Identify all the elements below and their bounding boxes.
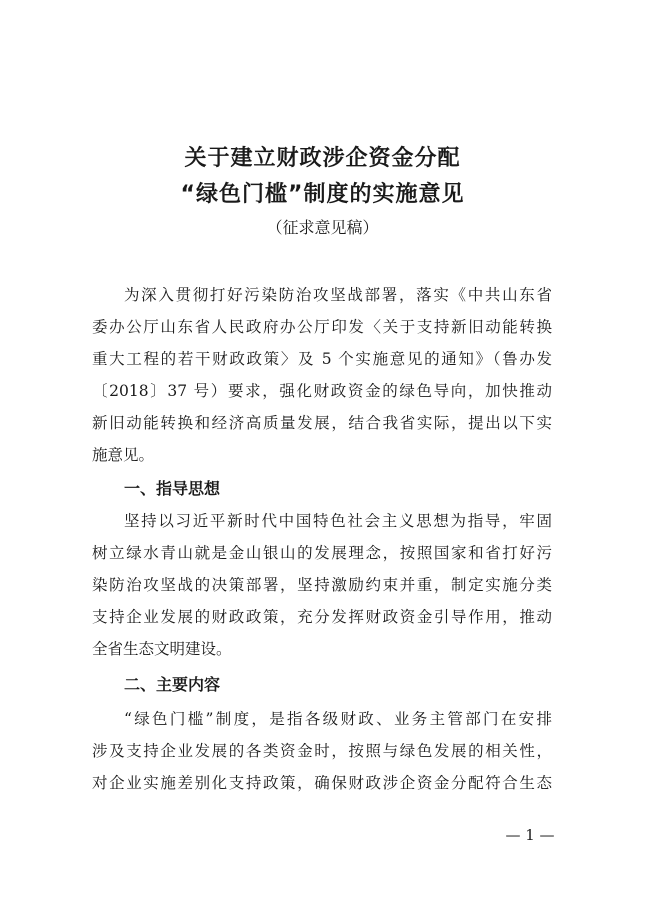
page-number: — 1 — xyxy=(505,826,555,844)
section-heading-guiding-ideology: 一、指导思想 xyxy=(124,479,221,498)
section1-line: 全省生态文明建设。 xyxy=(92,640,232,658)
document-subtitle: （征求意见稿） xyxy=(266,218,379,237)
intro-line: 委办公厅山东省人民政府办公厅印发〈关于支持新旧动能转换 xyxy=(92,318,552,336)
section-heading-main-content: 二、主要内容 xyxy=(124,675,221,694)
section1-line: 坚持以习近平新时代中国特色社会主义思想为指导，牢固 xyxy=(124,512,552,530)
section2-line: 对企业实施差别化支持政策，确保财政涉企资金分配符合生态 xyxy=(92,774,552,792)
intro-line: 新旧动能转换和经济高质量发展，结合我省实际，提出以下实 xyxy=(92,414,552,432)
section1-line: 支持企业发展的财政政策，充分发挥财政资金引导作用，推动 xyxy=(92,608,552,626)
section2-line: “绿色门槛”制度，是指各级财政、业务主管部门在安排 xyxy=(124,710,552,728)
intro-line: 施意见。 xyxy=(92,446,155,464)
intro-line: 重大工程的若干财政政策〉及 5 个实施意见的通知》（鲁办发 xyxy=(92,350,552,368)
document-title-line-2: “绿色门槛”制度的实施意见 xyxy=(180,182,465,207)
section2-line: 涉及支持企业发展的各类资金时，按照与绿色发展的相关性， xyxy=(92,742,552,760)
section1-line: 染防治攻坚战的决策部署，坚持激励约束并重，制定实施分类 xyxy=(92,576,552,594)
intro-line: 为深入贯彻打好污染防治攻坚战部署，落实《中共山东省 xyxy=(124,286,552,304)
intro-line: 〔2018〕37 号）要求，强化财政资金的绿色导向，加快推动 xyxy=(92,382,552,400)
document-title-line-1: 关于建立财政涉企资金分配 xyxy=(184,146,461,171)
section1-line: 树立绿水青山就是金山银山的发展理念，按照国家和省打好污 xyxy=(92,544,552,562)
